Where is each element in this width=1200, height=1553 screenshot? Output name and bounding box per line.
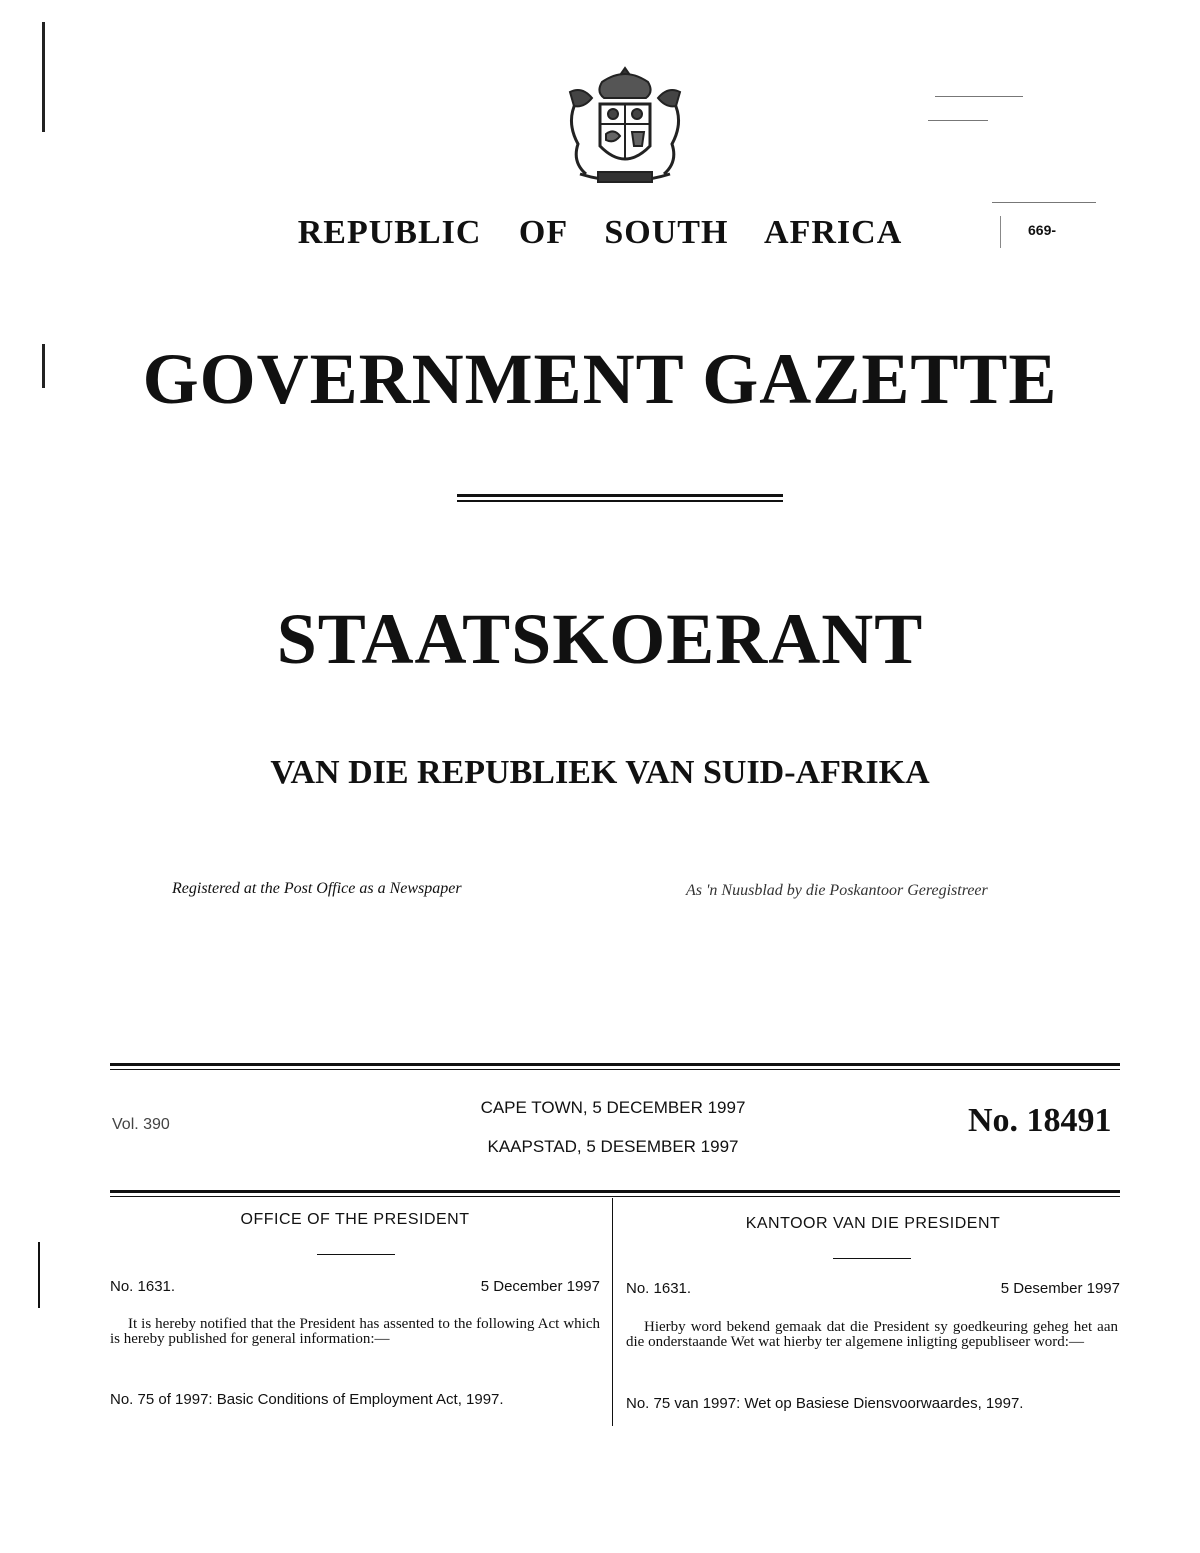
notice-heading-afrikaans: KANTOOR VAN DIE PRESIDENT	[745, 1215, 1001, 1232]
issue-rule-top	[110, 1063, 1120, 1066]
notice-body-text: It is hereby notified that the President has assented to the following Act which is hereby published for general information:—	[110, 1316, 600, 1347]
masthead-afrikaans-title: STAATSKOERANT	[276, 599, 924, 679]
heading-rule	[317, 1254, 395, 1255]
issue-rule-top	[110, 1069, 1120, 1070]
reference-mark: 669-	[1028, 222, 1057, 238]
title-divider	[457, 494, 783, 497]
notice-number: No. 1631.	[626, 1280, 692, 1297]
registration-english: Registered at the Post Office as a Newspaper	[172, 880, 462, 897]
notice-date: 5 Desember 1997	[1000, 1280, 1120, 1297]
notice-heading-english: OFFICE OF THE PRESIDENT	[240, 1211, 470, 1228]
issue-date-afrikaans: KAAPSTAD, 5 DESEMBER 1997	[487, 1137, 739, 1156]
republic-heading: REPUBLIC OF SOUTH AFRICA	[297, 214, 903, 251]
registration-afrikaans: As 'n Nuusblad by die Poskantoor Geregistreer	[686, 882, 988, 899]
margin-scan-mark	[42, 22, 45, 132]
issue-rule-bottom	[110, 1196, 1120, 1197]
notice-date: 5 December 1997	[480, 1278, 600, 1295]
notice-body-afrikaans	[626, 1320, 1118, 1350]
heading-rule	[833, 1258, 911, 1259]
issue-rule-bottom	[110, 1190, 1120, 1193]
title-divider	[457, 500, 783, 502]
act-title-afrikaans: No. 75 van 1997: Wet op Basiese Diensvoorwaardes, 1997.	[626, 1395, 1024, 1412]
notice-body-text: Hierby word bekend gemaak dat die President sy goedkeuring geheg het aan die onderstaande Wet wat hierby ter algemene inligting gepubliseer word:—	[626, 1319, 1118, 1350]
scan-speck	[935, 96, 1023, 97]
coat-of-arms-icon	[562, 62, 688, 192]
scan-speck	[1000, 216, 1001, 248]
masthead-english-title: GOVERNMENT GAZETTE	[142, 339, 1058, 419]
notice-meta-afrikaans	[626, 1280, 1120, 1297]
notice-meta-english	[110, 1278, 600, 1295]
scan-speck	[928, 120, 988, 121]
masthead-afrikaans-subtitle: VAN DIE REPUBLIEK VAN SUID-AFRIKA	[270, 754, 930, 791]
act-title-english: No. 75 of 1997: Basic Conditions of Employment Act, 1997.	[110, 1391, 504, 1408]
volume-label: Vol. 390	[112, 1116, 170, 1133]
notice-body-english	[110, 1317, 600, 1347]
issue-number: No. 18491	[968, 1102, 1112, 1139]
notice-number: No. 1631.	[110, 1278, 176, 1295]
margin-scan-mark	[38, 1242, 40, 1308]
column-divider	[612, 1198, 613, 1426]
issue-date-english: CAPE TOWN, 5 DECEMBER 1997	[480, 1098, 746, 1117]
scan-speck	[992, 202, 1096, 203]
